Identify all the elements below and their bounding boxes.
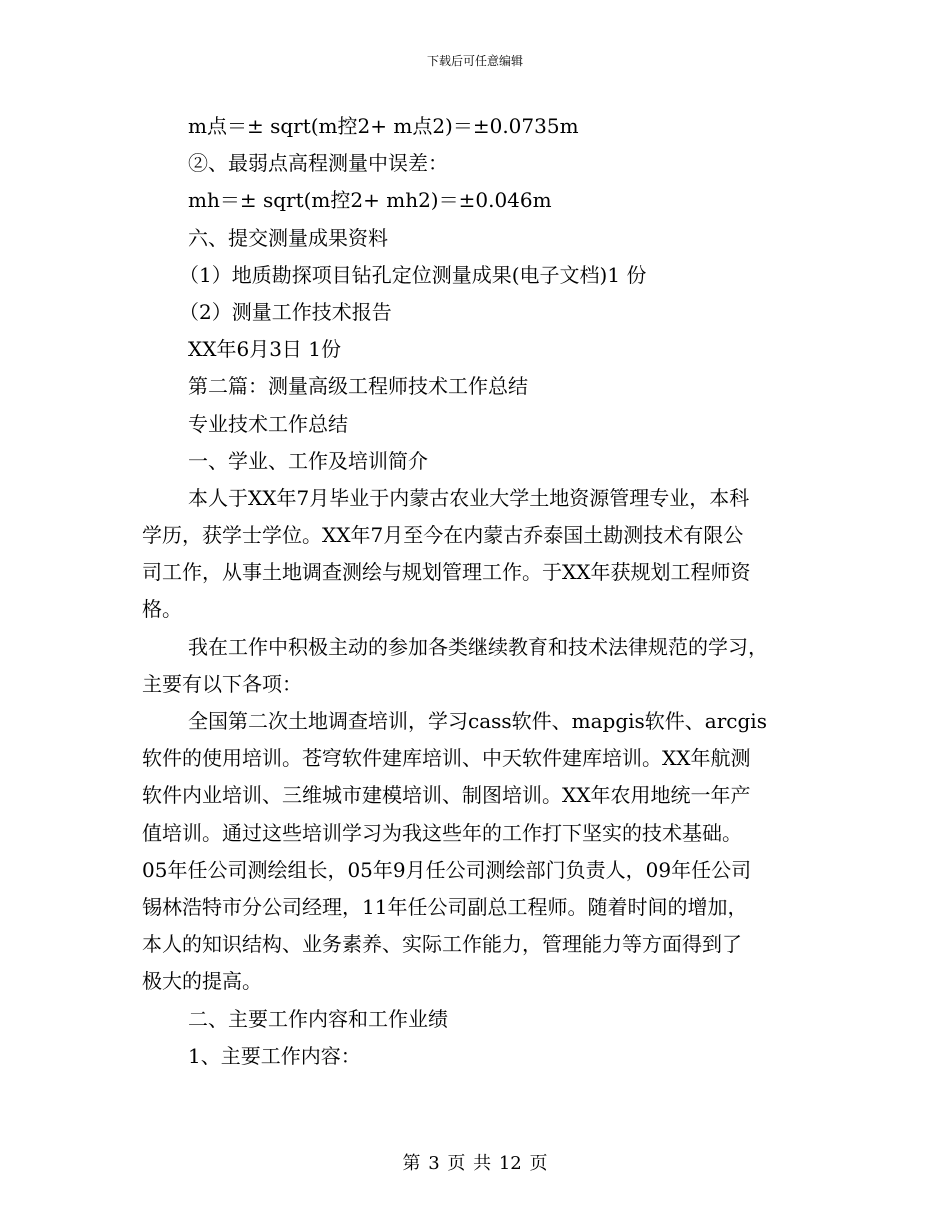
- text-line: 软件内业培训、三维城市建模培训、制图培训。XX年农用地统一年产: [142, 783, 751, 808]
- text-line: 1、主要工作内容：: [188, 1043, 361, 1068]
- text-line: 第二篇：测量高级工程师技术工作总结: [188, 374, 528, 399]
- text-line: ②、最弱点高程测量中误差：: [188, 151, 448, 176]
- text-line: 司工作，从事土地调查测绘与规划管理工作。于XX年获规划工程师资: [142, 560, 751, 585]
- text-line: 一、学业、工作及培训简介: [188, 448, 428, 473]
- text-line: XX年6月3日 1份: [188, 337, 342, 362]
- text-line: 格。: [142, 597, 182, 622]
- text-line: 全国第二次土地调查培训，学习cass软件、mapgis软件、arcgis: [188, 709, 767, 733]
- text-line: 值培训。通过这些培训学习为我这些年的工作打下坚实的技术基础。: [142, 820, 742, 845]
- text-line: 锡林浩特市分公司经理，11年任公司副总工程师。随着时间的增加，: [142, 894, 748, 919]
- text-line: 主要有以下各项：: [142, 671, 302, 696]
- text-line: 我在工作中积极主动的参加各类继续教育和技术法律规范的学习，: [188, 634, 768, 659]
- text-line: 专业技术工作总结: [188, 411, 348, 436]
- text-line: m点＝± sqrt(m控2+ m点2)＝±0.0735m: [188, 114, 579, 138]
- text-line: （2）测量工作技术报告: [179, 299, 392, 324]
- page-header: 下载后可任意编辑: [426, 54, 523, 68]
- text-line: 本人于XX年7月毕业于内蒙古农业大学土地资源管理专业，本科: [188, 485, 750, 510]
- document-body: [142, 108, 810, 1075]
- text-line: 六、提交测量成果资料: [188, 225, 388, 250]
- text-line: 软件的使用培训。苍穹软件建库培训、中天软件建库培训。XX年航测: [142, 746, 751, 771]
- text-line: （1）地质勘探项目钻孔定位测量成果(电子文档)1 份: [179, 262, 647, 287]
- page-footer: 第 3 页 共 12 页: [402, 1153, 548, 1174]
- text-line: 极大的提高。: [142, 969, 262, 994]
- text-line: 二、主要工作内容和工作业绩: [188, 1006, 448, 1031]
- text-line: mh＝± sqrt(m控2+ mh2)＝±0.046m: [188, 188, 552, 213]
- text-line: 05年任公司测绘组长，05年9月任公司测绘部门负责人，09年任公司: [142, 857, 752, 882]
- text-line: 本人的知识结构、业务素养、实际工作能力，管理能力等方面得到了: [142, 932, 742, 957]
- text-line: 学历，获学士学位。XX年7月至今在内蒙古乔泰国土勘测技术有限公: [142, 523, 744, 548]
